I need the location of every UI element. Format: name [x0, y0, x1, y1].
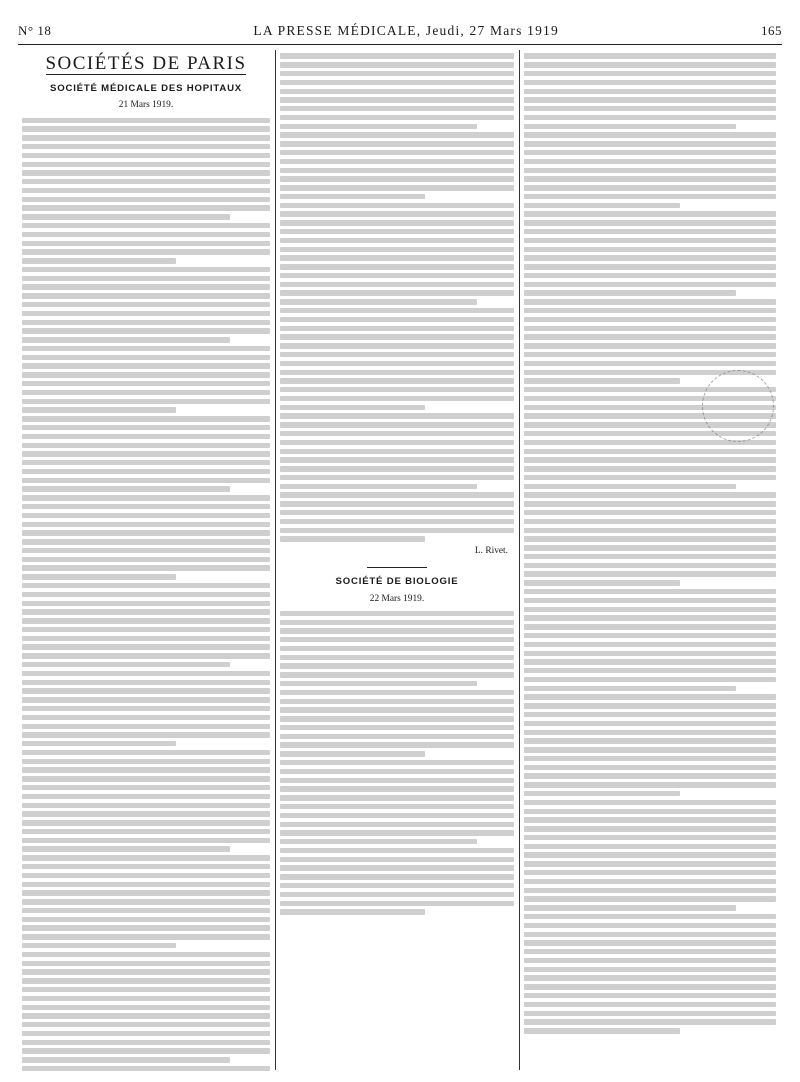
section-heading: SOCIÉTÉS DE PARIS	[45, 53, 247, 74]
column-left	[22, 50, 270, 1072]
report-signature: L. Rivet.	[474, 546, 508, 557]
session-date: 21 Mars 1919.	[118, 100, 174, 111]
page-folio: 165	[761, 23, 782, 38]
library-stamp	[702, 370, 774, 442]
society-heading: SOCIÉTÉ MÉDICALE DES HOPITAUX	[50, 83, 242, 95]
column-text	[280, 53, 514, 541]
column-right	[524, 50, 776, 1072]
column-middle	[280, 50, 514, 1072]
society-heading: SOCIÉTÉ DE BIOLOGIE	[335, 576, 459, 588]
running-header	[18, 22, 782, 40]
column-text	[22, 118, 270, 1072]
column-rule	[275, 50, 276, 1070]
column-text	[280, 611, 514, 915]
section-separator	[367, 567, 427, 568]
session-date: 22 Mars 1919.	[369, 593, 425, 604]
issue-number: N° 18	[18, 23, 52, 38]
column-rule	[519, 50, 520, 1070]
journal-title: LA PRESSE MÉDICALE, Jeudi, 27 Mars 1919	[253, 23, 559, 38]
column-text	[524, 53, 776, 1033]
heading-rule	[46, 74, 246, 75]
header-rule	[18, 44, 782, 45]
